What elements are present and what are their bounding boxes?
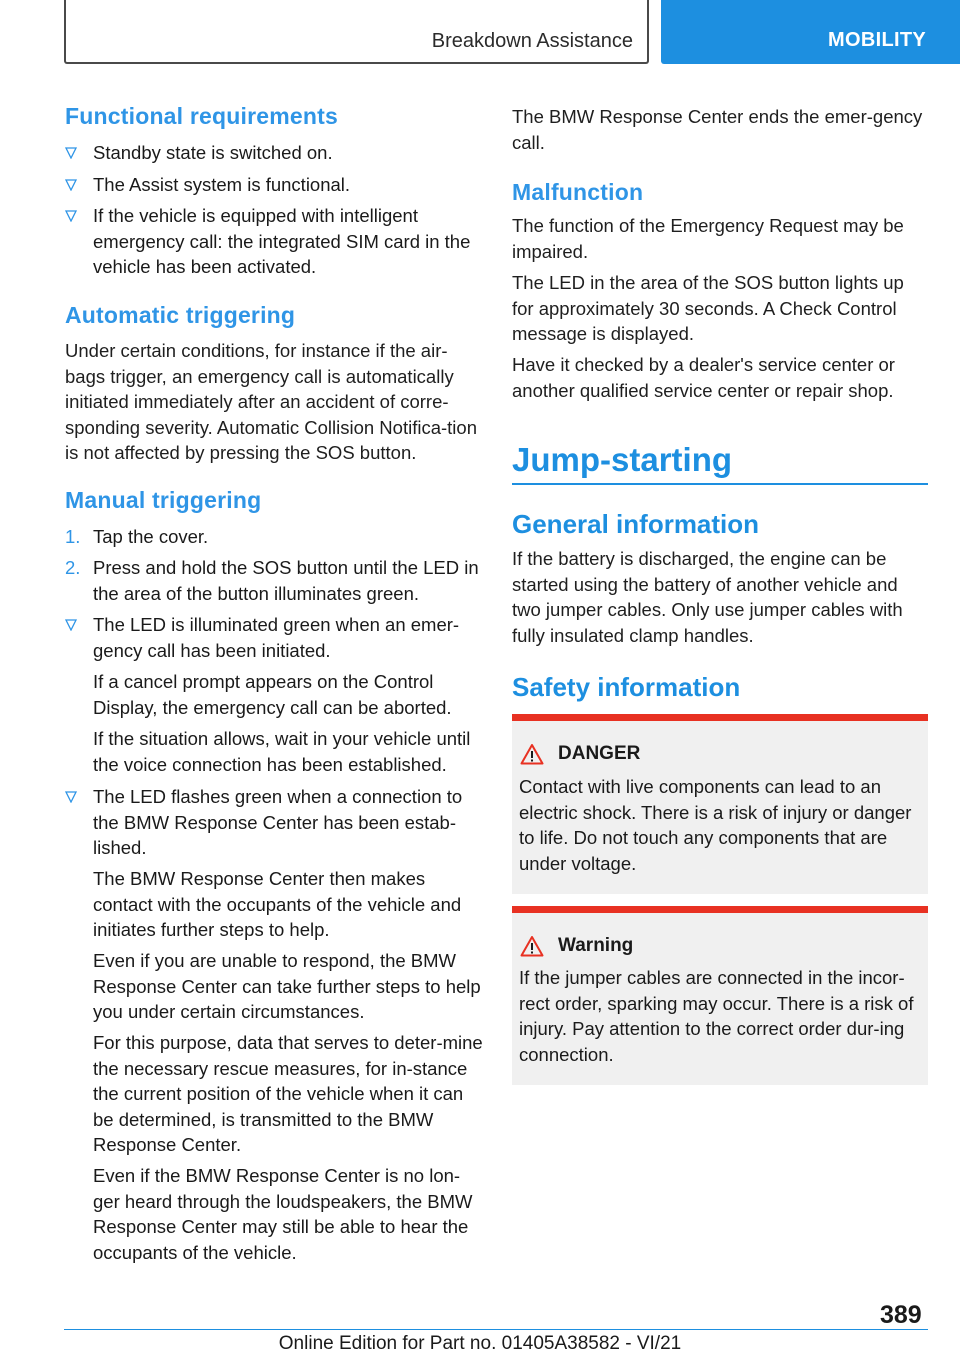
heading-malfunction: Malfunction — [512, 179, 644, 205]
warning-triangle-icon — [520, 935, 544, 957]
warning-title: Warning — [558, 935, 634, 956]
header-chapter-label: MOBILITY — [828, 29, 926, 51]
title-divider — [512, 483, 928, 485]
list-item-text: If the vehicle is equipped with intelligent emergency call: the integrated SIM card in the vehicle has been activated. — [93, 205, 471, 277]
heading-automatic-triggering: Automatic triggering — [65, 302, 296, 328]
danger-bar — [512, 714, 928, 721]
step-text: Press and hold the SOS button until the LED in the area of the button illuminates green. — [93, 557, 479, 604]
bullet-triangle-icon — [65, 147, 77, 159]
step-number: 1. — [65, 526, 81, 547]
heading-safety-information: Safety information — [512, 672, 741, 702]
malfunction-paragraph: Have it checked by a dealer's service center or another qualified service center or repair shop. — [512, 354, 895, 401]
header-chapter-tab[interactable] — [661, 0, 960, 64]
page-number: 389 — [880, 1301, 922, 1329]
intro-text: The BMW Response Center ends the emer‐gency call. — [512, 106, 923, 153]
step-number: 2. — [65, 557, 81, 578]
paragraph-text: If a cancel prompt appears on the Control Display, the emergency call can be aborted. — [93, 671, 452, 718]
heading-manual-triggering: Manual triggering — [65, 487, 262, 513]
list-item-text: Standby state is switched on. — [93, 142, 333, 163]
footer-divider — [64, 1329, 928, 1330]
bullet-triangle-icon — [65, 210, 77, 222]
chapter-title-jump-starting: Jump-starting — [512, 441, 733, 478]
list-item-text: The LED flashes green when a connection to the BMW Response Center has been estab‐lished. — [93, 786, 463, 858]
list-item-text: The LED is illuminated green when an emer‐gency call has been initiated. — [93, 614, 460, 661]
header-section-box — [64, 0, 649, 64]
paragraph-text: Even if you are unable to respond, the BMW Response Center can take further steps to help you under certain circumstances. — [93, 950, 481, 1022]
danger-title: DANGER — [558, 743, 641, 764]
heading-functional-requirements: Functional requirements — [65, 103, 338, 129]
footer-edition: Online Edition for Part no. 01405A38582 - VI/21 — [278, 1333, 682, 1354]
paragraph-text: For this purpose, data that serves to deter‐mine the necessary rescue measures, for in‐stance the current position of the vehicle when it can be determined, is transmitted to the BMW Response Center. — [93, 1032, 483, 1155]
heading-general-information: General information — [512, 509, 760, 539]
warning-bar — [512, 906, 928, 913]
malfunction-paragraph: The function of the Emergency Request may be impaired. — [512, 215, 904, 262]
bullet-triangle-icon — [65, 619, 77, 631]
danger-box — [512, 714, 928, 894]
bullet-triangle-icon — [65, 791, 77, 803]
bullet-triangle-icon — [65, 179, 77, 191]
general-information-text: If the battery is discharged, the engine can be started using the battery of another vehicle and two jumper cables. Only use jumper cables with fully insulated clamp handles. — [512, 548, 903, 646]
list-item-text: The Assist system is functional. — [93, 174, 351, 195]
paragraph-text: If the situation allows, wait in your vehicle until the voice connection has been established. — [93, 728, 471, 775]
paragraph-text: The BMW Response Center then makes contact with the occupants of the vehicle and initiates further steps to help. — [93, 868, 462, 940]
header-section-title: Breakdown Assistance — [431, 30, 633, 52]
danger-text: Contact with live components can lead to an electric shock. There is a risk of injury or danger to life. Do not touch any components that are under voltage. — [519, 776, 912, 874]
malfunction-paragraph: The LED in the area of the SOS button lights up for approximately 30 seconds. A Check Control message is displayed. — [512, 272, 904, 344]
warning-triangle-icon — [520, 743, 544, 765]
paragraph-text: Even if the BMW Response Center is no lon‐ger heard through the loudspeakers, the BMW Response Center may still be able to hear the occupants of the vehicle. — [93, 1165, 473, 1263]
step-text: Tap the cover. — [93, 526, 209, 547]
automatic-triggering-text: Under certain conditions, for instance if the air‐bags trigger, an emergency call is automatically initiated immediately after an accident of corre‐sponding severity. Automatic Collision Notifica‐tion is not affected by pressing the SOS button. — [65, 340, 477, 463]
warning-text: If the jumper cables are connected in the incor‐rect order, sparking may occur. There is a risk of injury. Pay attention to the correct order dur‐ing connection. — [519, 967, 914, 1065]
warning-box — [512, 906, 928, 1085]
